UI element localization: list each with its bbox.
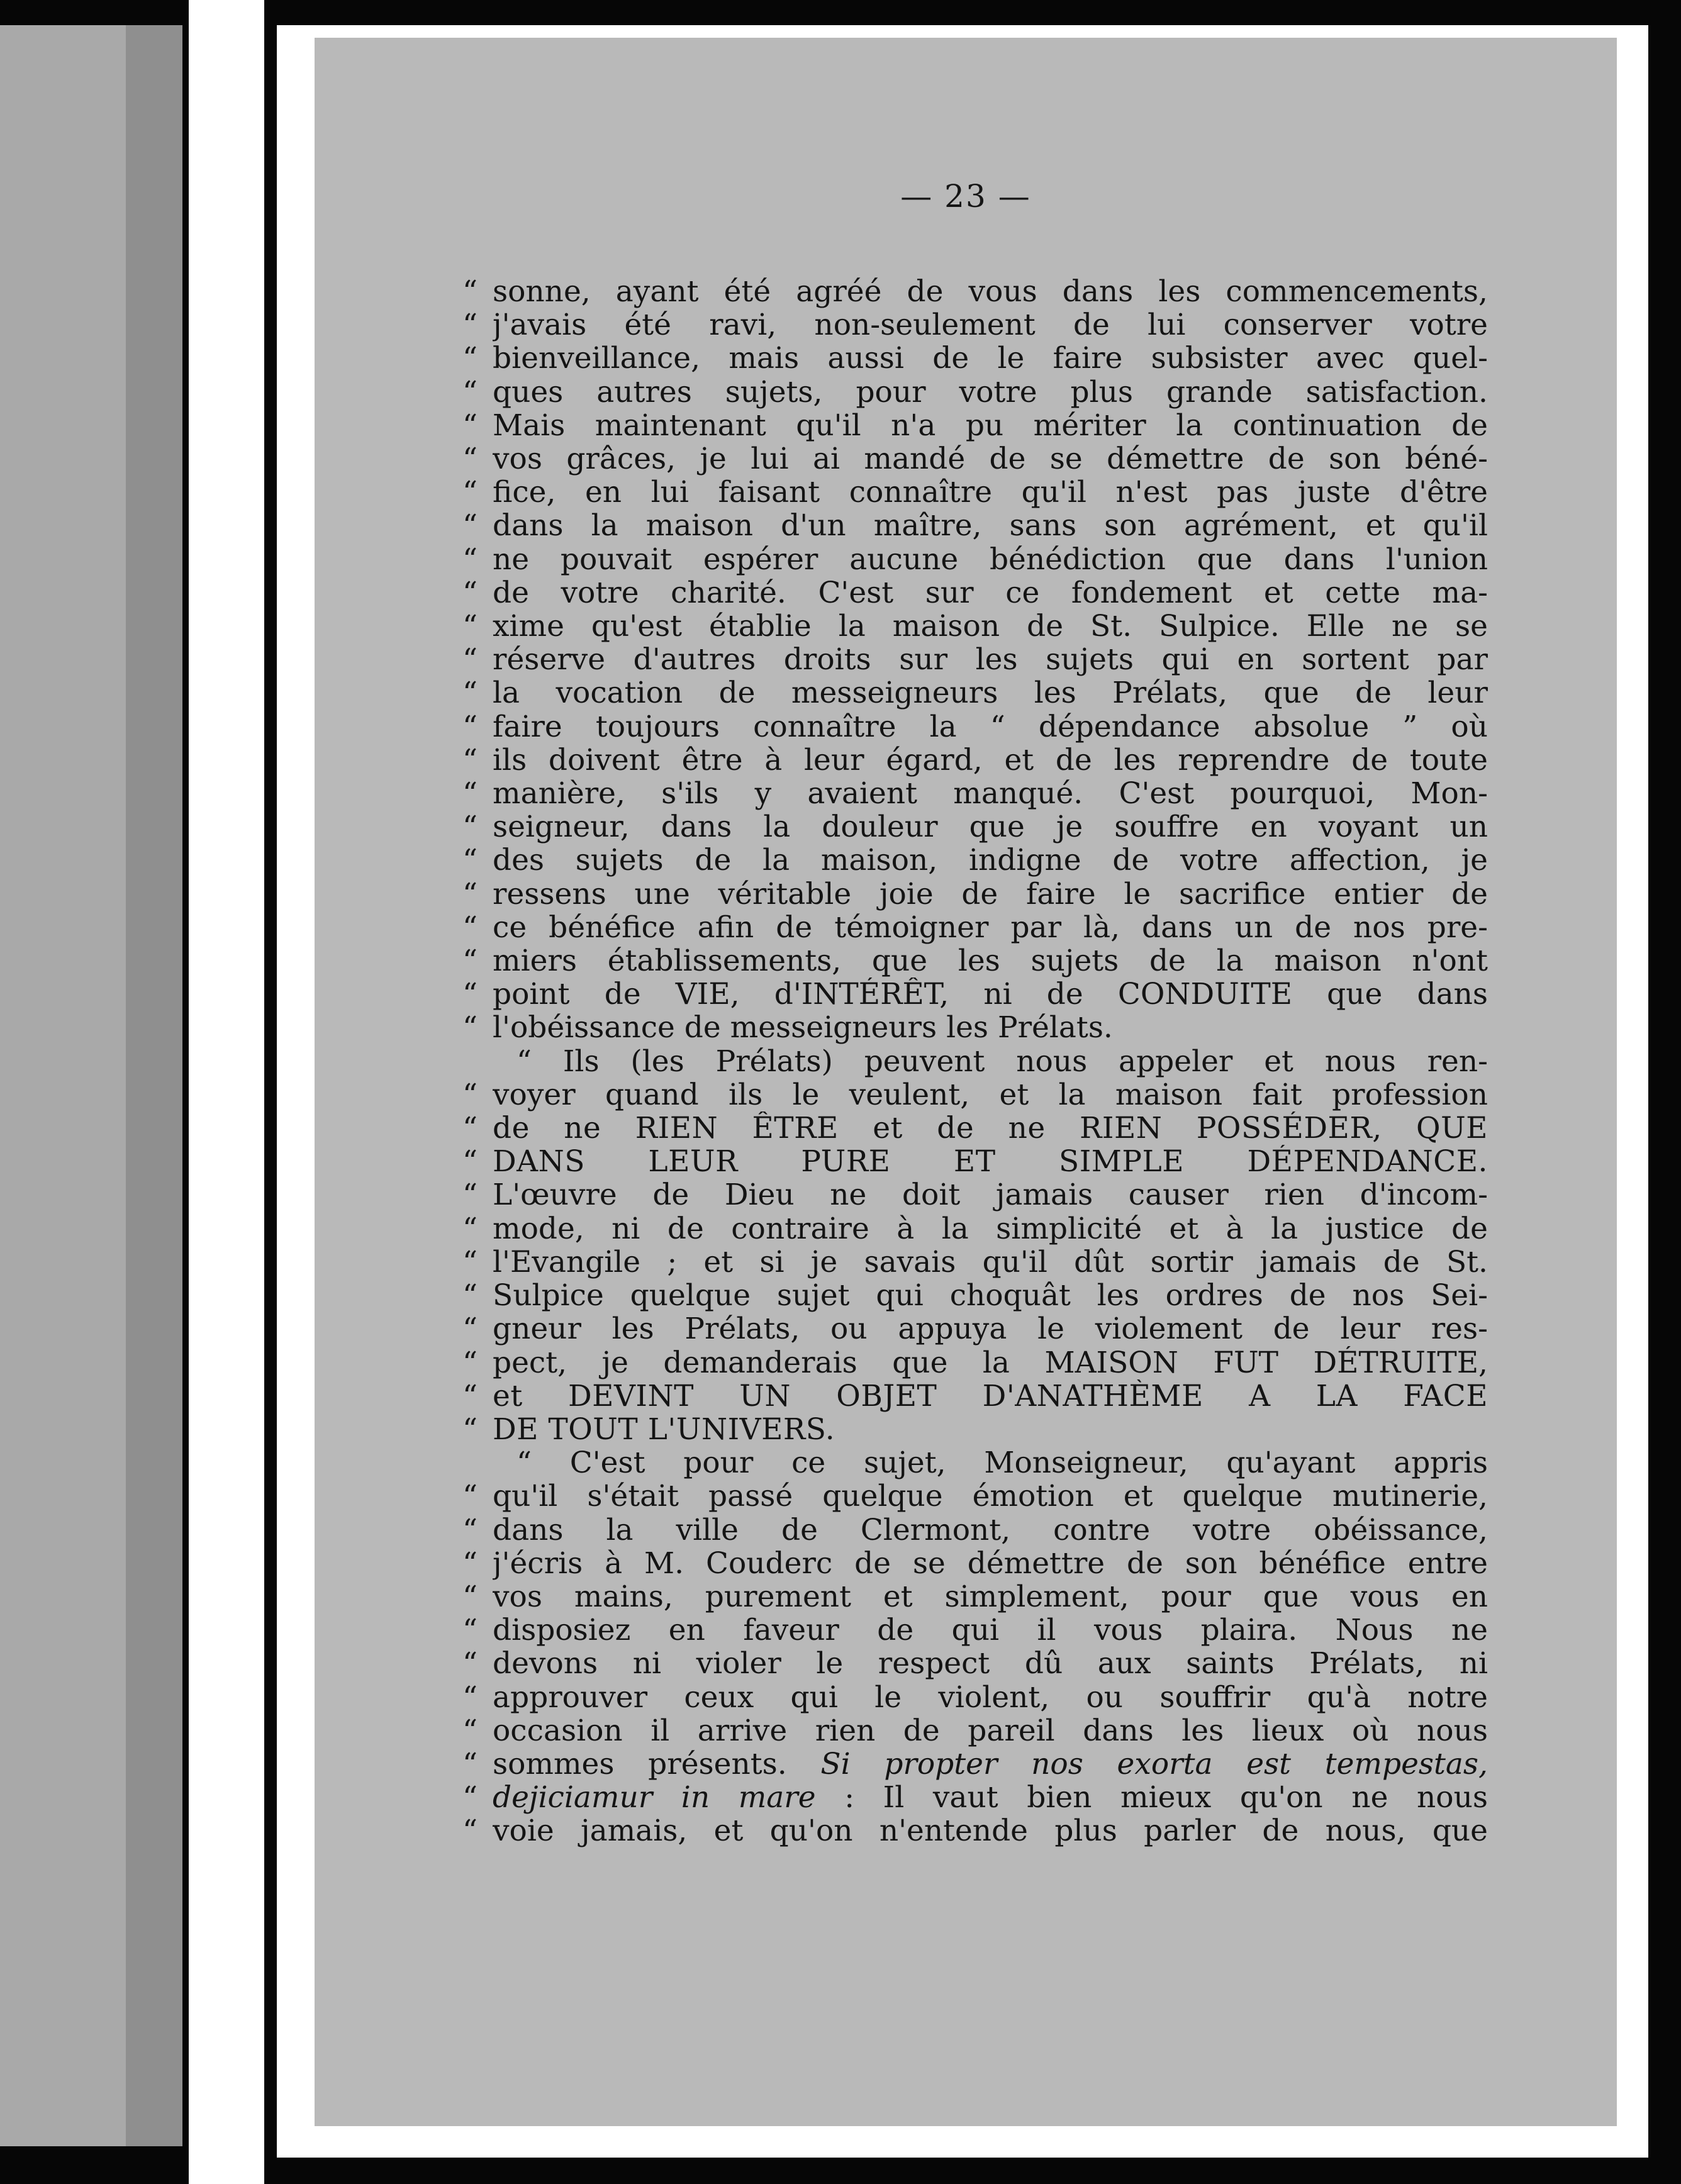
text-line: [462, 1714, 1488, 1747]
line-text-run: L'œuvre de Dieu ne doit jamais causer rien d'incom-: [493, 1178, 1488, 1212]
line-text: [493, 944, 1488, 978]
latin-phrase: dejiciamur in mare: [493, 1781, 816, 1815]
line-text: [493, 1647, 1488, 1680]
quote-mark: “: [462, 341, 478, 376]
line-text-run: ils doivent être à leur égard, et de les reprendre de toute: [493, 743, 1488, 777]
line-text-run: ressens une véritable joie de faire le sacrifice entier de: [493, 877, 1488, 911]
text-line: [462, 442, 1488, 476]
text-line: [462, 676, 1488, 710]
film-gap: [189, 0, 264, 2184]
previous-page-edge: [0, 25, 182, 2146]
line-text: [493, 1346, 1488, 1379]
quote-mark: “: [462, 810, 478, 845]
quote-mark: “: [462, 408, 478, 443]
line-text: [493, 1078, 1488, 1112]
text-line: [462, 1212, 1488, 1245]
line-text-run: DANS LEUR PURE ET SIMPLE DÉPENDANCE.: [493, 1145, 1488, 1179]
line-text: [493, 1379, 1488, 1413]
line-text-run: dans la ville de Clermont, contre votre obéissance,: [493, 1513, 1488, 1547]
quote-mark: “: [462, 1178, 478, 1213]
quote-mark: “: [462, 542, 478, 577]
text-line: [462, 1078, 1488, 1112]
line-text: [493, 1446, 1488, 1479]
document-page: [315, 38, 1617, 2126]
line-text: [493, 308, 1488, 342]
line-text-run: Sulpice quelque sujet qui choquât les ordres de nos Sei-: [493, 1279, 1488, 1313]
quote-mark: “: [462, 1613, 478, 1648]
text-line: [462, 1379, 1488, 1413]
quote-mark: “: [462, 1680, 478, 1715]
line-text-run: qu'il s'était passé quelque émotion et quelque mutinerie,: [493, 1479, 1488, 1513]
line-text-run: j'avais été ravi, non-seulement de lui conserver votre: [493, 308, 1488, 342]
quote-mark: “: [462, 910, 478, 945]
quote-mark: “: [462, 1144, 478, 1179]
line-text-run: de ne RIEN ÊTRE et de ne RIEN POSSÉDER, QUE: [493, 1112, 1488, 1145]
quote-mark: “: [462, 1579, 478, 1614]
line-text-run: manière, s'ils y avaient manqué. C'est pourquoi, Mon-: [493, 777, 1488, 811]
line-text: [493, 911, 1488, 944]
line-text-run: réserve d'autres droits sur les sujets qui en sortent par: [493, 643, 1488, 677]
quote-mark: “: [462, 1746, 478, 1781]
line-text: [493, 1580, 1488, 1613]
quote-mark: “: [462, 1713, 478, 1748]
text-line: [462, 376, 1488, 409]
line-text: [493, 275, 1488, 308]
line-text: [493, 1178, 1488, 1212]
line-text: [493, 777, 1488, 810]
line-text: [493, 1714, 1488, 1747]
text-line: [462, 1479, 1488, 1513]
line-text: [493, 1513, 1488, 1547]
line-text-run: sommes présents.: [493, 1747, 787, 1781]
quote-mark: “: [462, 944, 478, 979]
text-line: [462, 911, 1488, 944]
line-text-run: mode, ni de contraire à la simplicité et à la justice de: [493, 1212, 1488, 1245]
line-text: [493, 643, 1488, 676]
line-text-run: “ Ils (les Prélats) peuvent nous appeler et nous ren-: [517, 1044, 1488, 1078]
line-text: [493, 1479, 1488, 1513]
text-line: [462, 1513, 1488, 1547]
line-text-run: j'écris à M. Couderc de se démettre de son bénéfice entre: [493, 1546, 1488, 1580]
quote-mark: “: [462, 1412, 478, 1447]
line-text-run: voie jamais, et qu'on n'entende plus parler de nous, que: [493, 1814, 1488, 1848]
quote-mark: “: [462, 1312, 478, 1347]
line-text-run: l'obéissance de messeigneurs les Prélats.: [493, 1011, 1113, 1045]
line-text-run: des sujets de la maison, indigne de votre affection, je: [493, 844, 1488, 878]
quote-mark: “: [462, 1646, 478, 1681]
text-line: [462, 1681, 1488, 1714]
line-text-run: l'Evangile ; et si je savais qu'il dût sortir jamais de St.: [493, 1245, 1488, 1279]
line-text: [493, 878, 1488, 911]
line-text: [493, 476, 1488, 509]
text-line: [462, 1647, 1488, 1680]
quote-mark: “: [462, 1111, 478, 1146]
text-line: [462, 878, 1488, 911]
text-line: [462, 643, 1488, 676]
line-text: [493, 1279, 1488, 1312]
line-text-run: gneur les Prélats, ou appuya le violement de leur res-: [493, 1312, 1488, 1346]
latin-phrase: Si propter nos exorta est tempestas,: [820, 1747, 1488, 1781]
quote-mark: “: [462, 1512, 478, 1547]
text-line: [462, 1178, 1488, 1212]
line-text-run: approuver ceux qui le violent, ou souffrir qu'à notre: [493, 1680, 1488, 1714]
line-text: [493, 342, 1488, 375]
body-text: [462, 275, 1488, 1848]
quote-mark: “: [462, 575, 478, 610]
line-text-run: “ C'est pour ce sujet, Monseigneur, qu'ayant appris: [517, 1446, 1488, 1480]
text-line: [462, 978, 1488, 1011]
text-line: [462, 576, 1488, 610]
line-text-run: bienveillance, mais aussi de le faire subsister avec quel-: [493, 342, 1488, 376]
text-line: [462, 1112, 1488, 1145]
line-text: [493, 610, 1488, 643]
quote-mark: “: [462, 1780, 478, 1815]
line-text-run: fice, en lui faisant connaître qu'il n'est pas juste d'être: [493, 476, 1488, 510]
quote-mark: “: [462, 1211, 478, 1246]
text-line: [462, 275, 1488, 308]
text-line: [462, 1346, 1488, 1379]
line-text: [493, 1547, 1488, 1580]
text-line: [462, 476, 1488, 509]
quote-mark: “: [462, 475, 478, 510]
line-text-run: disposiez en faveur de qui il vous plaira. Nous ne: [493, 1613, 1488, 1647]
text-line: [462, 1547, 1488, 1580]
line-text-run: dans la maison d'un maître, sans son agrément, et qu'il: [493, 509, 1488, 543]
quote-mark: “: [462, 274, 478, 309]
text-line: [462, 1781, 1488, 1814]
line-text: [493, 442, 1488, 476]
line-text: [493, 1045, 1488, 1078]
quote-mark: “: [462, 1479, 478, 1514]
line-text-run: ce bénéfice afin de témoigner par là, dans un de nos pre-: [493, 910, 1488, 945]
line-text-run: pect, je demanderais que la MAISON FUT DÉTRUITE,: [493, 1346, 1488, 1379]
quote-mark: “: [462, 308, 478, 343]
text-line: [462, 1312, 1488, 1346]
line-text: [493, 376, 1488, 409]
quote-mark: “: [462, 742, 478, 777]
quote-mark: “: [462, 843, 478, 878]
text-line: [462, 308, 1488, 342]
quote-mark: “: [462, 876, 478, 911]
text-line: [462, 1245, 1488, 1279]
text-line: [462, 1145, 1488, 1178]
text-line: [462, 744, 1488, 777]
line-text: [493, 1781, 1488, 1814]
line-text: [493, 409, 1488, 442]
line-text: [493, 1245, 1488, 1279]
line-text: [493, 1814, 1488, 1847]
line-text: [493, 1613, 1488, 1647]
text-line: [462, 1279, 1488, 1312]
line-text-run: seigneur, dans la douleur que je souffre en voyant un: [493, 810, 1488, 844]
line-text-run: xime qu'est établie la maison de St. Sulpice. Elle ne se: [493, 610, 1488, 644]
line-text: [493, 1312, 1488, 1346]
line-text-run: vos mains, purement et simplement, pour que vous en: [493, 1580, 1488, 1614]
text-line: [462, 844, 1488, 877]
line-text: [493, 1112, 1488, 1145]
text-line: [462, 1446, 1488, 1479]
line-text: [493, 543, 1488, 576]
quote-mark: “: [462, 374, 478, 410]
line-text-run: sonne, ayant été agréé de vous dans les commencements,: [493, 275, 1488, 309]
line-text-run: Mais maintenant qu'il n'a pu mériter la continuation de: [493, 408, 1488, 443]
line-text: [493, 844, 1488, 877]
page-number: — 23 —: [900, 178, 1031, 214]
line-text-run: faire toujours connaître la “ dépendance absolue ” où: [493, 710, 1488, 744]
text-line: [462, 810, 1488, 844]
quote-mark: “: [462, 1814, 478, 1849]
quote-mark: “: [462, 442, 478, 477]
quote-mark: “: [462, 977, 478, 1012]
text-line: [462, 777, 1488, 810]
line-text: [493, 810, 1488, 844]
text-line: [462, 1011, 1488, 1044]
line-text: [493, 576, 1488, 610]
line-text-run: occasion il arrive rien de pareil dans les lieux où nous: [493, 1713, 1488, 1747]
text-line: [462, 944, 1488, 978]
quote-mark: “: [462, 1345, 478, 1380]
quote-mark: “: [462, 676, 478, 711]
text-line: [462, 1413, 1488, 1446]
line-text: [493, 1413, 1488, 1446]
line-text: [493, 1011, 1488, 1044]
quote-mark: “: [462, 1010, 478, 1045]
text-line: [462, 710, 1488, 744]
quote-mark: “: [462, 609, 478, 644]
text-line: [462, 1814, 1488, 1847]
line-text: [493, 676, 1488, 710]
page-fold-shadow: [126, 25, 182, 2146]
line-text-run: ne pouvait espérer aucune bénédiction que dans l'union: [493, 542, 1488, 576]
line-text: [493, 710, 1488, 744]
line-text: [493, 744, 1488, 777]
line-text-run: la vocation de messeigneurs les Prélats, que de leur: [493, 676, 1488, 710]
line-text: [493, 1145, 1488, 1178]
text-line: [462, 1747, 1488, 1781]
quote-mark: “: [462, 1278, 478, 1313]
quote-mark: “: [462, 1077, 478, 1112]
text-line: [462, 409, 1488, 442]
line-text: [493, 978, 1488, 1011]
text-line: [462, 543, 1488, 576]
line-text: [493, 1681, 1488, 1714]
line-text-run: miers établissements, que les sujets de la maison n'ont: [493, 944, 1488, 978]
text-line: [462, 342, 1488, 375]
line-text-run: DE TOUT L'UNIVERS.: [493, 1412, 835, 1447]
line-text-run: et DEVINT UN OBJET D'ANATHÈME A LA FACE: [493, 1379, 1488, 1413]
line-text-run: voyer quand ils le veulent, et la maison fait profession: [493, 1078, 1488, 1112]
quote-mark: “: [462, 1546, 478, 1581]
line-text-run: : Il vaut bien mieux qu'on ne nous: [844, 1781, 1488, 1815]
quote-mark: “: [462, 776, 478, 811]
quote-mark: “: [462, 1378, 478, 1413]
quote-mark: “: [462, 709, 478, 744]
line-text: [493, 1747, 1488, 1781]
quote-mark: “: [462, 508, 478, 543]
line-text-run: vos grâces, je lui ai mandé de se démettre de son béné-: [493, 442, 1488, 476]
text-line: [462, 1613, 1488, 1647]
line-text-run: point de VIE, d'INTÉRÊT, ni de CONDUITE que dans: [493, 978, 1488, 1011]
text-line: [462, 509, 1488, 542]
text-line: [462, 610, 1488, 643]
text-line: [462, 1045, 1488, 1078]
quote-mark: “: [462, 1244, 478, 1279]
line-text: [493, 1212, 1488, 1245]
line-text-run: de votre charité. C'est sur ce fondement et cette ma-: [493, 576, 1488, 610]
line-text: [493, 509, 1488, 542]
quote-mark: “: [462, 642, 478, 677]
text-line: [462, 1580, 1488, 1613]
line-text-run: ques autres sujets, pour votre plus grande satisfaction.: [493, 375, 1488, 409]
line-text-run: devons ni violer le respect dû aux saints Prélats, ni: [493, 1647, 1488, 1681]
